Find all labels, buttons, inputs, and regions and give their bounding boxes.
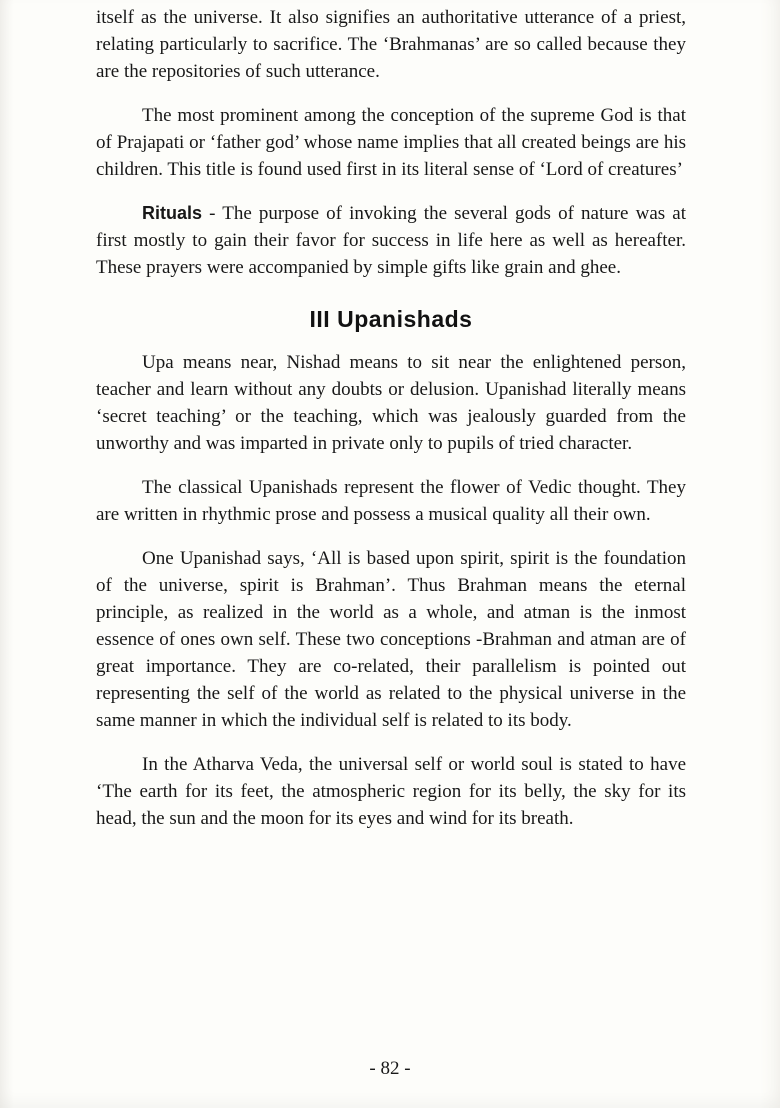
paragraph-brahman-atman: One Upanishad says, ‘All is based upon spirit, spirit is the foundation of the universe, spirit is Brahman’. Thus Brahman means the eternal principle, as realized in the world as a whole, and atman is the inmost essence of ones own self. These two conceptions -Brahman and atman are of great importance. They are co-related, their parallelism is pointed out representing the self of the world as related to the physical universe in the same manner in which the individual self is related to its body. [96,548,686,731]
paragraph-brahmanas-continuation: itself as the universe. It also signifies an authoritative utterance of a priest, relating particularly to sacrifice. The ‘Brahmanas’ are so called because they are the repositories of such utterance. [96,7,686,82]
rituals-lead-word: Rituals [142,203,203,223]
paragraph-classical-upanishads: The classical Upanishads represent the flower of Vedic thought. They are written in rhythmic prose and possess a musical quality all their own. [96,477,686,525]
page-text-block [96,4,686,849]
page-number: - 82 - [369,1058,411,1079]
section-heading-upanishads: III Upanishads [309,306,473,332]
paragraph-rituals [96,200,686,281]
paragraph-upa-meaning: Upa means near, Nishad means to sit near the enlightened person, teacher and learn without any doubts or delusion. Upanishad literally means ‘secret teaching’ or the teaching, which was jealously guarded from the unworthy and was imparted in private only to pupils of tried character. [96,352,686,454]
paragraph-prajapati: The most prominent among the conception of the supreme God is that of Prajapati or ‘father god’ whose name implies that all created beings are his children. This title is found used first in its literal sense of ‘Lord of creatures’ [96,105,686,180]
rituals-paragraph-text: - The purpose of invoking the several gods of nature was at first mostly to gain their favor for success in life here as well as hereafter. These prayers were accompanied by simple gifts like grain and ghee. [96,203,686,278]
paragraph-atharva-veda: In the Atharva Veda, the universal self or world soul is stated to have ‘The earth for its feet, the atmospheric region for its belly, the sky for its head, the sun and the moon for its eyes and wind for its breath. [96,754,686,829]
